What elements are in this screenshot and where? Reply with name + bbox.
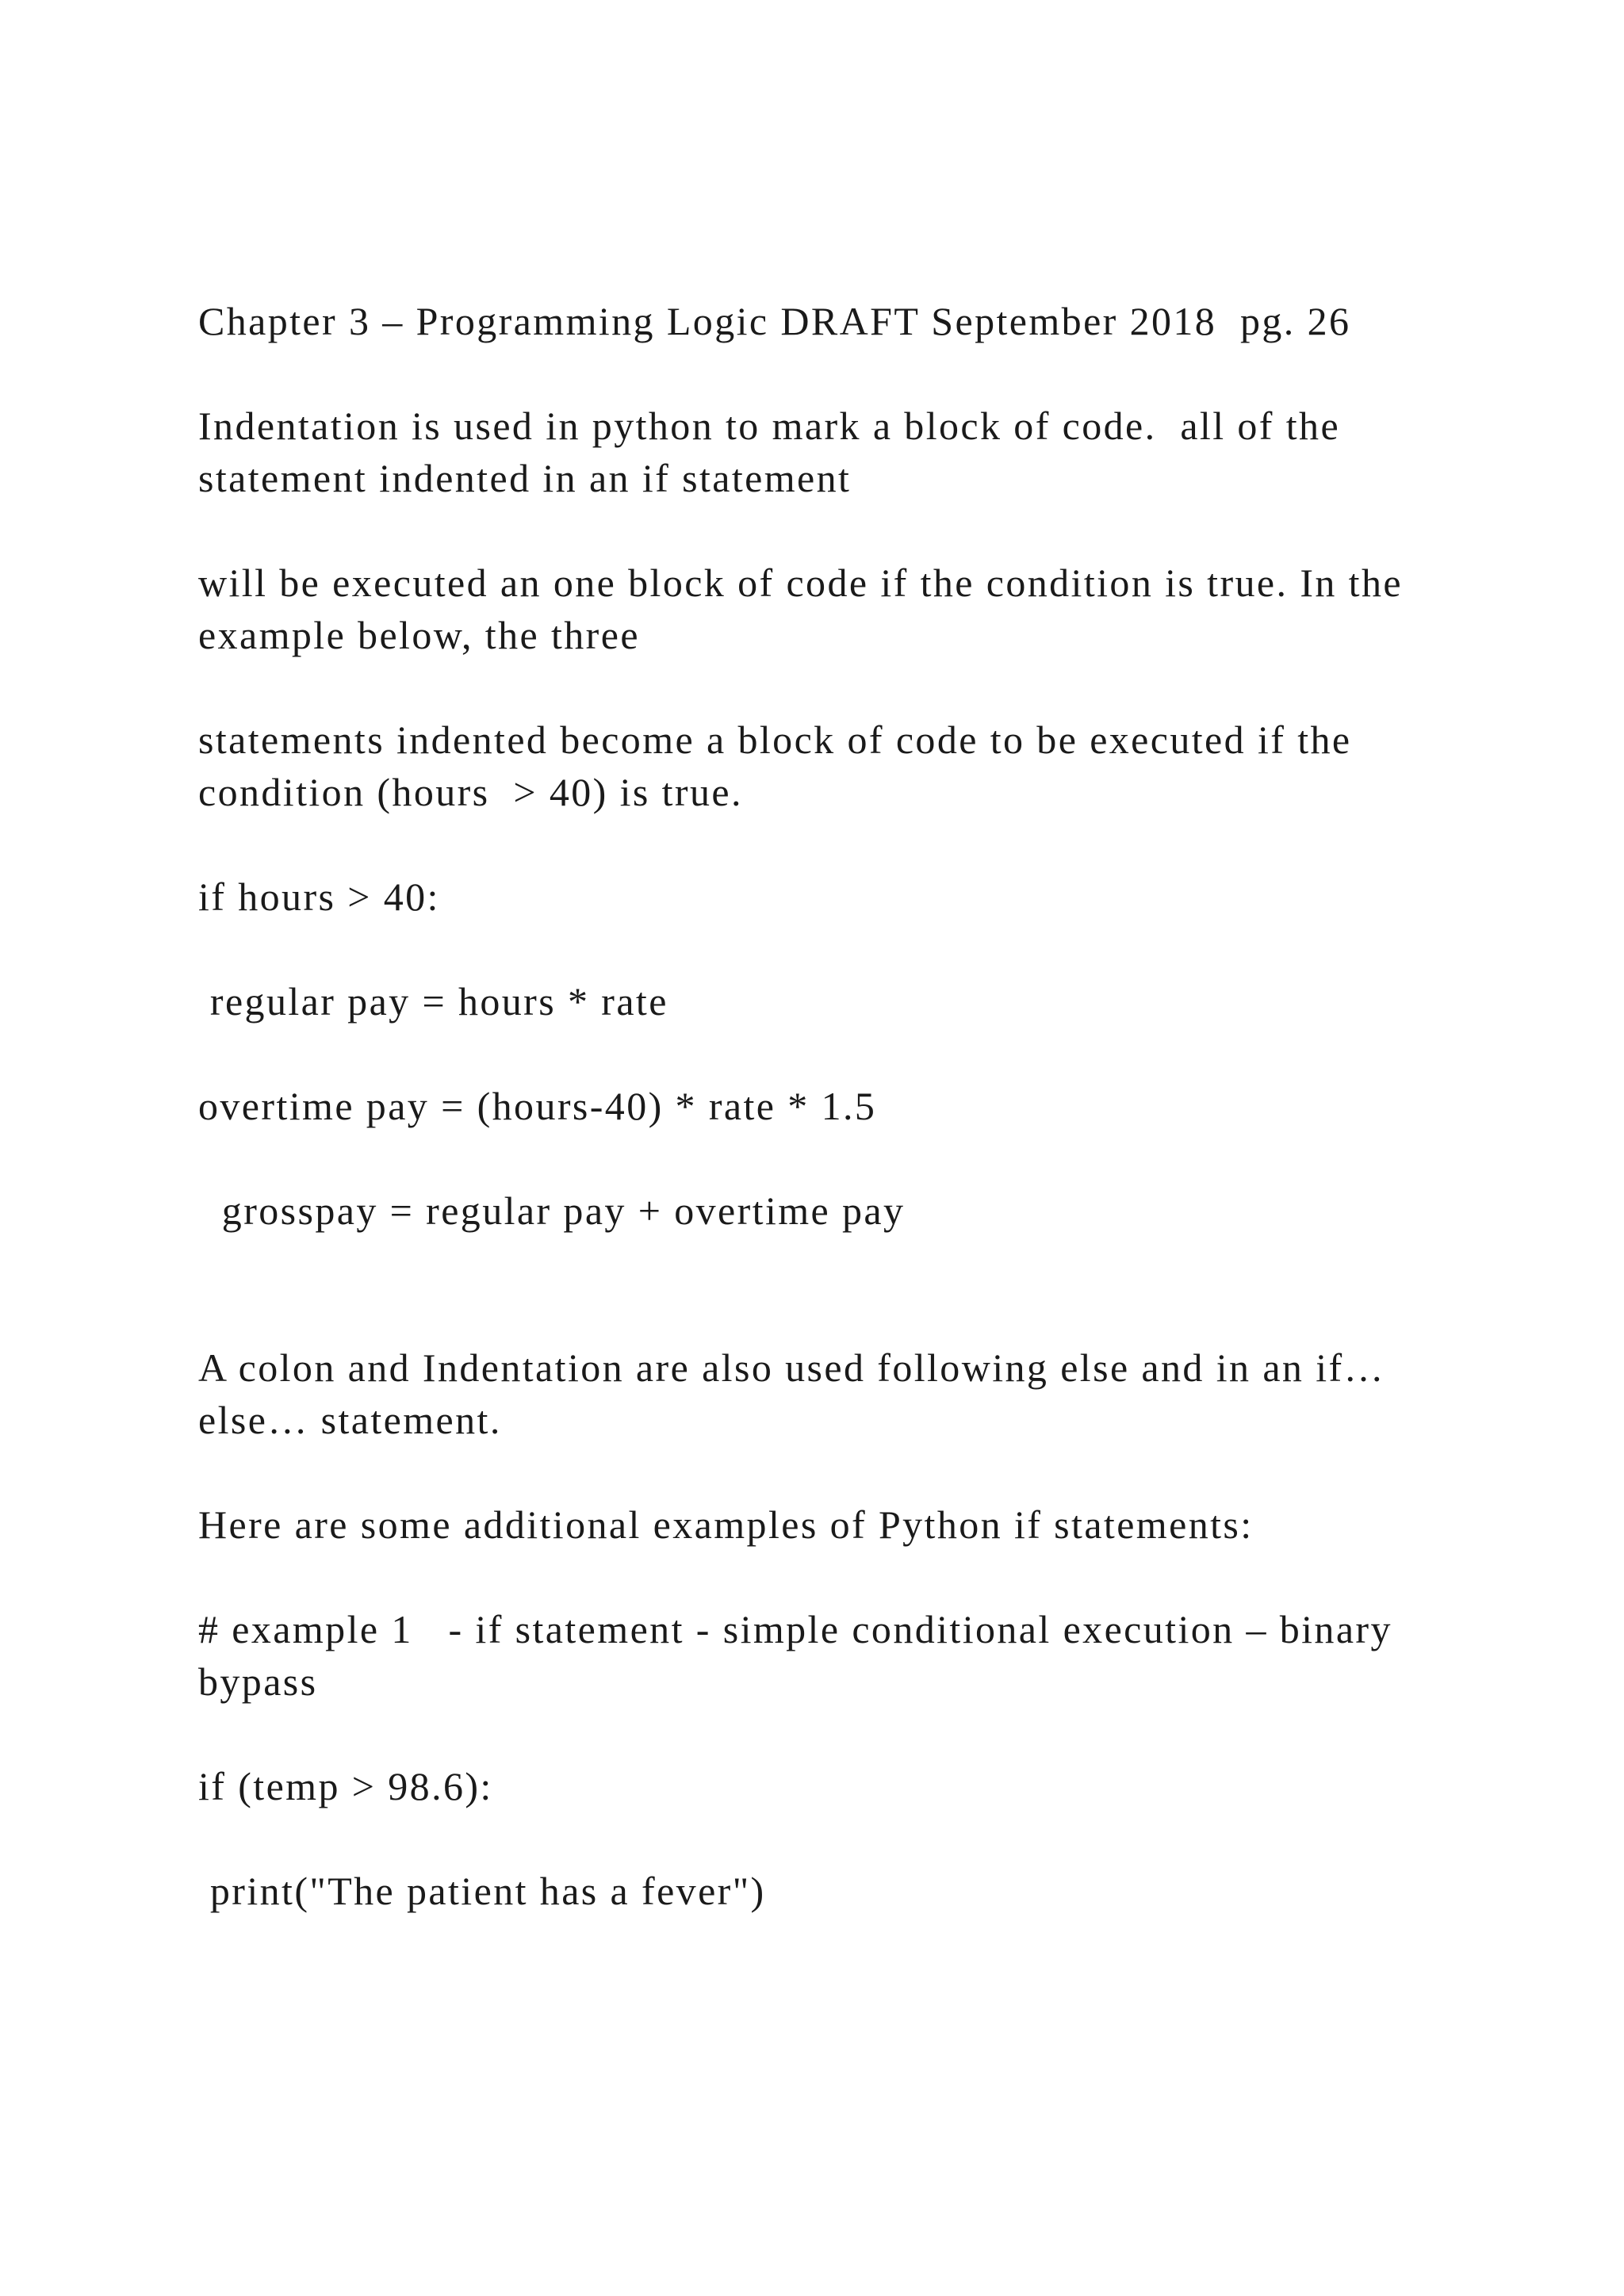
spacer xyxy=(198,1289,1467,1341)
code-line-grosspay: grosspay = regular pay + overtime pay xyxy=(198,1188,906,1233)
code-line-print-fever: print("The patient has a fever") xyxy=(198,1869,766,1913)
paragraph-colon-indentation: A colon and Indentation are also used following else and in an if…else… statement. xyxy=(198,1345,1385,1442)
paragraph-indentation-intro: Indentation is used in python to mark a block of code. all of the statement indented in an if statement xyxy=(198,404,1352,500)
paragraph-three-statements: statements indented become a block of code to be executed if the condition (hours > 40) is true. xyxy=(198,718,1364,814)
code-line-regular-pay: regular pay = hours * rate xyxy=(198,979,668,1024)
code-line-if-temp: if (temp > 98.6): xyxy=(198,1764,493,1808)
paragraph-additional-examples: Here are some additional examples of Python if statements: xyxy=(198,1502,1254,1547)
code-line-overtime-pay: overtime pay = (hours-40) * rate * 1.5 xyxy=(198,1084,877,1128)
paragraph-block-execution: will be executed an one block of code if the condition is true. In the example below, the three xyxy=(198,561,1415,657)
code-line-if-hours: if hours > 40: xyxy=(198,874,440,919)
code-comment-example-1: # example 1 - if statement - simple conditional execution – binary bypass xyxy=(198,1607,1404,1704)
document-page xyxy=(198,295,1467,1969)
page-header: Chapter 3 – Programming Logic DRAFT September 2018 pg. 26 xyxy=(198,299,1351,343)
